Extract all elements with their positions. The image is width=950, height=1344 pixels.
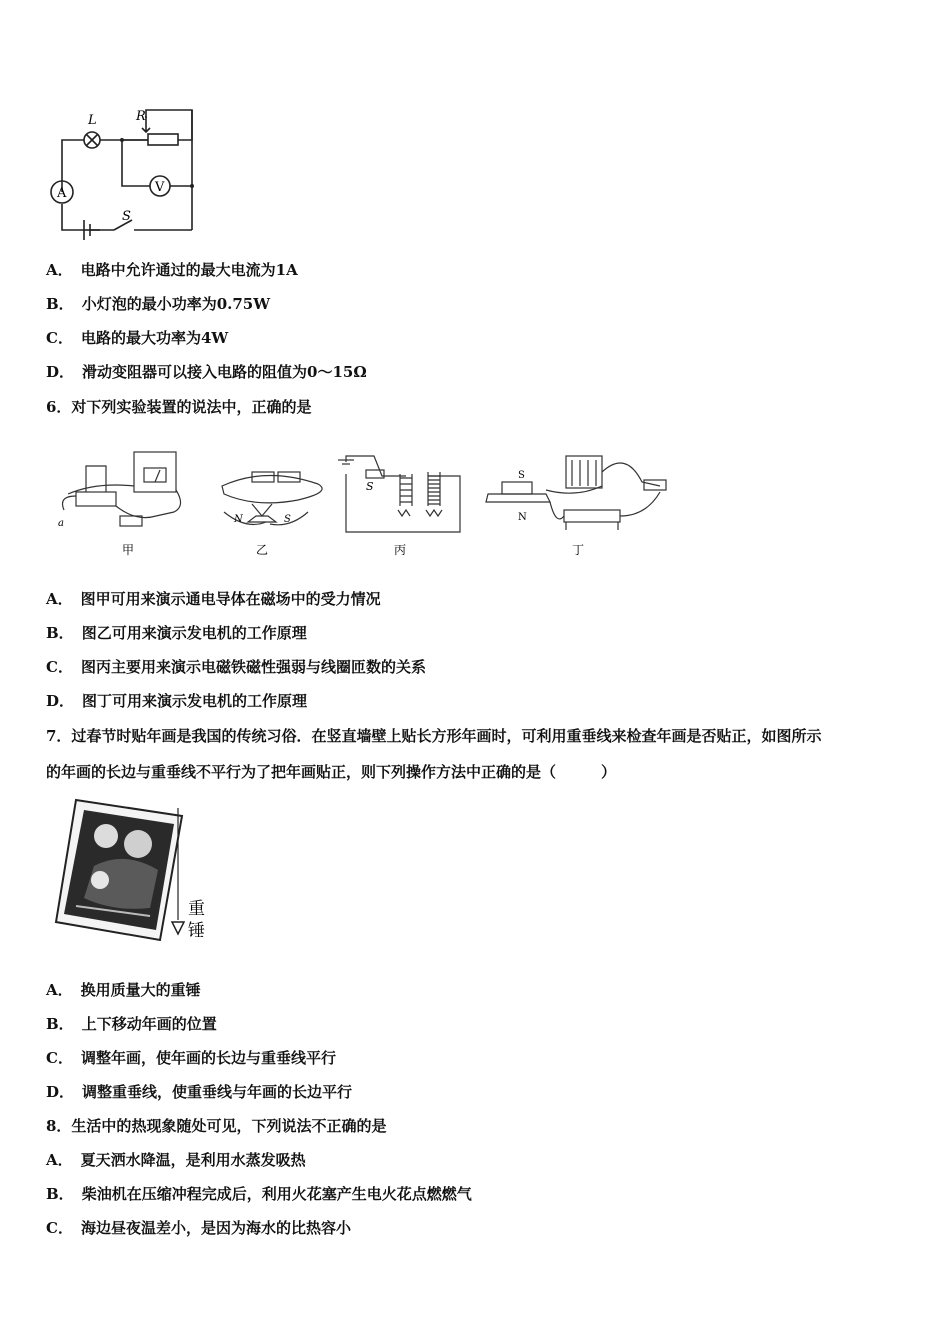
plumb-label-2: 锤 — [188, 921, 205, 941]
caption-jia: 甲 — [122, 543, 135, 557]
voltmeter-label: V — [155, 180, 165, 195]
q6-option-b: B． 图乙可用来演示发电机的工作原理 — [46, 624, 307, 642]
q6-stem: 6．对下列实验装置的说法中，正确的是 — [46, 398, 312, 416]
mark-n-yi: N — [234, 514, 243, 525]
figure-jia — [63, 452, 181, 526]
figure-bing — [338, 456, 460, 532]
q8-option-b: B． 柴油机在压缩冲程完成后，利用火花塞产生电火花点燃燃气 — [46, 1185, 472, 1203]
switch-label: S — [122, 209, 131, 224]
q8-option-a: A． 夏天洒水降温，是利用水蒸发吸热 — [46, 1151, 306, 1169]
q5-option-c: C． 电路的最大功率为4W — [46, 329, 229, 347]
q7-option-d: D． 调整重垂线，使重垂线与年画的长边平行 — [46, 1083, 353, 1101]
mark-s-ding: S — [518, 470, 525, 481]
q6-option-d: D． 图丁可用来演示发电机的工作原理 — [46, 692, 308, 710]
rheostat-label: R — [136, 109, 146, 124]
caption-bing: 丙 — [394, 543, 407, 557]
lamp-label: L — [88, 113, 97, 128]
mark-s-bing: S — [366, 480, 374, 493]
q5-option-d: D． 滑动变阻器可以接入电路的阻值为0～15Ω — [46, 363, 367, 381]
q7-stem-line2: 的年画的长边与重垂线不平行为了把年画贴正，则下列操作方法中正确的是（ ） — [46, 763, 617, 781]
caption-ding: 丁 — [572, 543, 585, 557]
caption-yi: 乙 — [256, 543, 269, 557]
circuit-diagram — [44, 106, 214, 246]
q6-option-a: A． 图甲可用来演示通电导体在磁场中的受力情况 — [46, 590, 381, 608]
mark-s-yi: S — [284, 514, 291, 525]
plumb-label-1: 重 — [188, 899, 205, 919]
q5-option-a: A． 电路中允许通过的最大电流为1A — [46, 261, 298, 279]
q6-option-c: C． 图丙主要用来演示电磁铁磁性强弱与线圈匝数的关系 — [46, 658, 426, 676]
q8-stem: 8．生活中的热现象随处可见，下列说法不正确的是 — [46, 1117, 387, 1135]
new-year-picture-figure — [54, 796, 224, 946]
q8-option-c: C． 海边昼夜温差小，是因为海水的比热容小 — [46, 1219, 351, 1237]
mark-n-ding: N — [518, 512, 527, 523]
ammeter-label: A — [57, 186, 67, 201]
experiment-figures — [56, 446, 686, 566]
tilted-poster — [56, 800, 182, 940]
q7-option-c: C． 调整年画，使年画的长边与重垂线平行 — [46, 1049, 336, 1067]
q5-option-b: B． 小灯泡的最小功率为0.75W — [46, 295, 271, 313]
figure-ding — [486, 456, 666, 530]
mark-a: a — [58, 518, 64, 529]
q7-option-b: B． 上下移动年画的位置 — [46, 1015, 217, 1033]
q7-option-a: A． 换用质量大的重锤 — [46, 981, 201, 999]
q7-stem-line1: 7．过春节时贴年画是我国的传统习俗．在竖直墙壁上贴长方形年画时，可利用重垂线来检查年画是否贴正，如图所示 — [46, 727, 822, 745]
